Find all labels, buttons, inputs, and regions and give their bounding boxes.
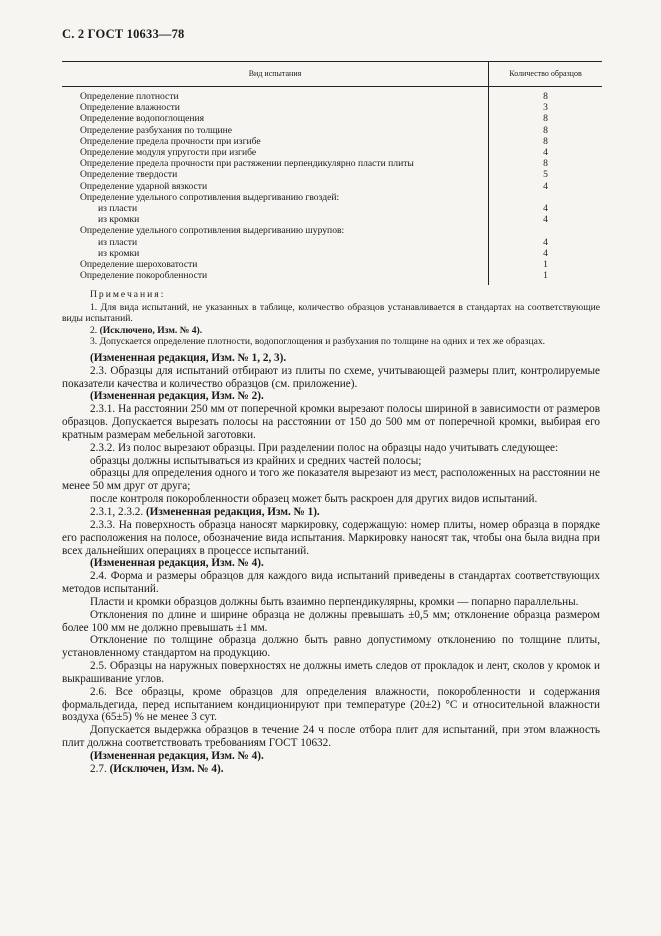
test-name-cell: Определение удельного сопротивления выдергиванию шурупов:: [80, 225, 345, 237]
page-header: С. 2 ГОСТ 10633—78: [62, 27, 185, 41]
clause-2-3: 2.3. Образцы для испытаний отбирают из плиты по схеме, учитывающей размеры плит, контролируемые показатели качества и количество образцов (см. приложение).: [62, 364, 600, 390]
sample-count-cell: 1: [489, 259, 603, 270]
table-row: [62, 169, 602, 180]
table-row: [62, 248, 602, 259]
table-row: [62, 270, 602, 285]
edition-note-3-number: 2.3.1, 2.3.2.: [90, 505, 144, 518]
test-name-cell: Определение плотности: [80, 91, 179, 102]
sample-count-cell: 4: [489, 248, 603, 259]
clause-2-4-para-a: Пласти и кромки образцов должны быть взаимно перпендикулярны, кромки — попарно параллельны.: [90, 595, 579, 608]
sample-count-cell: 8: [489, 158, 603, 169]
table-row: [62, 125, 602, 136]
edition-note-2: (Измененная редакция, Изм. № 2).: [90, 390, 264, 403]
edition-note-4: (Измененная редакция, Изм. № 4).: [90, 557, 264, 570]
document-body: [62, 289, 600, 776]
table-row: [62, 225, 602, 236]
table-row: [62, 181, 602, 192]
sample-count-cell: [489, 225, 603, 236]
table-header-row: [62, 62, 602, 87]
sample-count-cell: 1: [489, 270, 603, 285]
table-row: [62, 203, 602, 214]
test-name-cell: Определение предела прочности при изгибе: [80, 135, 261, 147]
table-row: [62, 102, 602, 113]
clause-2-3-1: 2.3.1. На расстоянии 250 мм от поперечной кромки вырезают полосы шириной в зависимости от размеров образцов. Допускается вырезать полосы на расстоянии от 150 до 500 мм от поперечной кромки, выбирая его кратным размерам мебельной заготовки.: [62, 403, 600, 441]
edition-note-3-text: (Измененная редакция, Изм. № 1).: [145, 505, 320, 518]
table-row: [62, 237, 602, 248]
note-2-text: (Исключено, Изм. № 4).: [99, 324, 203, 336]
test-name-cell: Определение водопоглощения: [80, 113, 205, 125]
clause-2-3-2: 2.3.2. Из полос вырезают образцы. При разделении полос на образцы надо учитывать следующее:: [90, 441, 559, 454]
table-row: [62, 158, 602, 169]
table-row: [62, 136, 602, 147]
table-row: [62, 87, 602, 103]
clause-2-7-number: 2.7.: [90, 762, 107, 775]
test-name-cell: Определение покоробленности: [80, 270, 208, 282]
edition-note-5: (Измененная редакция, Изм. № 4).: [90, 750, 264, 762]
note-1: 1. Для вида испытаний, не указанных в таблице, количество образцов устанавливается в стандартах на соответствующие виды испытаний.: [62, 301, 600, 325]
clause-2-7-text: (Исключен, Изм. № 4).: [109, 762, 224, 775]
sample-count-cell: 8: [489, 136, 603, 147]
sample-count-cell: 8: [489, 87, 603, 103]
sample-count-cell: 4: [489, 237, 603, 248]
test-name-cell: Определение модуля упругости при изгибе: [80, 147, 257, 159]
clause-2-4-para-c: Отклонение по толщине образца должно быть равно допустимому отклонению по толщине плиты, установленному стандартом на продукцию.: [62, 634, 600, 660]
test-name-cell: из кромки: [98, 214, 140, 226]
table-row: [62, 214, 602, 225]
note-3: 3. Допускается определение плотности, водопоглощения и разбухания по толщине на одних и тех же образцах.: [90, 336, 546, 348]
clause-2-3-3: 2.3.3. На поверхность образца наносят маркировку, содержащую: номер плиты, номер образца в порядке его расположения на полосе, обозначение вида испытания. Маркировку наносят так, чтобы она была видна при всех дальнейших операциях в процессе испытаний.: [62, 518, 600, 557]
table-row: [62, 192, 602, 203]
clause-2-6: 2.6. Все образцы, кроме образцов для определения влажности, покоробленности и содержания формальдегида, перед испытанием кондиционируют при температуре (20±2) °С и относительной влажности воздуха (65±5) % не менее 3 сут.: [62, 685, 600, 724]
clause-2-3-2-item-b: образцы для определения одного и того же показателя вырезают из мест, расположенных на расстоянии не менее 50 мм друг от друга;: [62, 467, 601, 493]
sample-count-cell: 4: [489, 181, 603, 192]
column-header-test: Вид испытания: [62, 62, 489, 87]
clause-2-3-2-item-a: образцы должны испытываться из крайних и средних частей полосы;: [90, 454, 422, 467]
test-name-cell: Определение предела прочности при растяжении перпендикулярно пласти плиты: [80, 158, 414, 170]
table-row: [62, 147, 602, 158]
sample-count-cell: [489, 192, 603, 203]
sample-count-cell: 8: [489, 125, 603, 136]
sample-count-cell: 4: [489, 214, 603, 225]
note-2-number: 2.: [90, 324, 98, 336]
sample-count-cell: 4: [489, 203, 603, 214]
table-body: [62, 87, 602, 286]
test-name-cell: Определение влажности: [80, 102, 180, 114]
column-header-count: Количество образцов: [489, 62, 603, 87]
test-name-cell: Определение твердости: [80, 169, 178, 181]
test-name-cell: Определение разбухания по толщине: [80, 124, 233, 136]
clause-2-6-para-a: Допускается выдержка образцов в течение 24 ч после отбора плит для испытаний, при этом влажность плит должна соответствовать требованиям ГОСТ 10632.: [62, 724, 600, 750]
edition-note-3: [62, 506, 600, 519]
clause-2-3-2-item-c: после контроля покоробленности образец может быть раскроен для других видов испытаний.: [90, 493, 538, 506]
clause-2-5: 2.5. Образцы на наружных поверхностях не должны иметь следов от прокладок и лент, сколов у кромок и выкрашивание углов.: [62, 660, 600, 685]
test-name-cell: Определение удельного сопротивления выдергиванию гвоздей:: [80, 191, 340, 203]
test-name-cell: Определение шероховатости: [80, 259, 198, 271]
test-name-cell: Определение ударной вязкости: [80, 180, 208, 192]
edition-note-1: (Измененная редакция, Изм. № 1, 2, 3).: [90, 351, 287, 364]
test-name-cell: из кромки: [98, 247, 140, 259]
test-name-cell: из пласти: [98, 236, 138, 248]
sample-count-cell: 5: [489, 169, 603, 180]
sample-count-cell: 8: [489, 113, 603, 124]
test-name-cell: из пласти: [98, 203, 138, 215]
clause-2-4-para-b: Отклонения по длине и ширине образца не должны превышать ±0,5 мм; отклонение образца размером более 100 мм не должно превышать ±1 мм.: [62, 608, 600, 634]
table-row: [62, 113, 602, 124]
clause-2-7: [62, 763, 600, 776]
notes-heading: Примечания:: [90, 289, 166, 300]
samples-table: [62, 61, 602, 285]
sample-count-cell: 4: [489, 147, 603, 158]
sample-count-cell: 3: [489, 102, 603, 113]
note-2: [62, 325, 600, 337]
clause-2-4: 2.4. Форма и размеры образцов для каждого вида испытаний приведены в стандартах соответствующих методов испытаний.: [62, 570, 600, 596]
table-row: [62, 259, 602, 270]
